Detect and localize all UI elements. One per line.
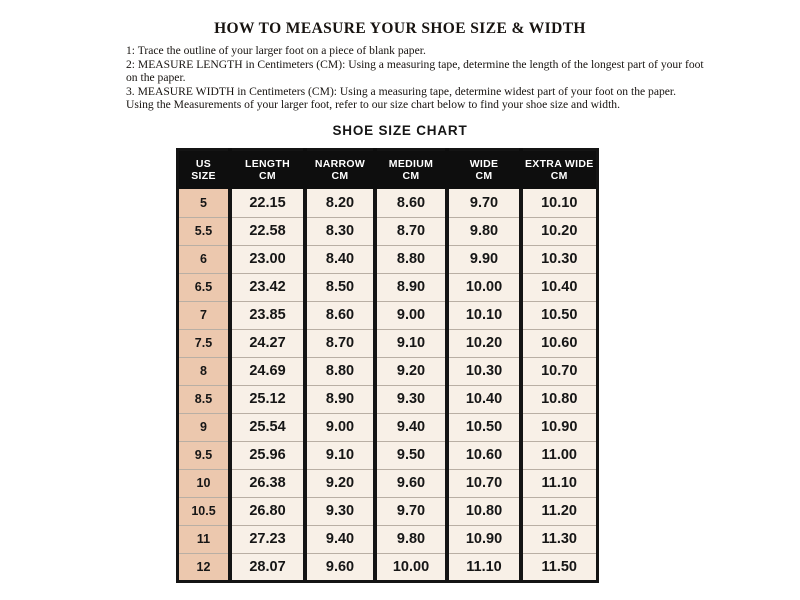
table-row [178, 217, 598, 245]
header-row [178, 150, 598, 190]
value-cell: 10.80 [447, 497, 521, 525]
column-header-line2: CM [402, 170, 420, 182]
value-cell: 23.42 [230, 273, 305, 301]
size-cell: 5.5 [178, 217, 231, 245]
value-cell: 11.50 [521, 553, 597, 581]
chart-title: SHOE SIZE CHART [332, 123, 468, 138]
column-header-line1: NARROW [314, 157, 366, 170]
value-cell: 11.10 [447, 553, 521, 581]
value-cell: 24.27 [230, 329, 305, 357]
table-row [178, 525, 598, 553]
column-header-line2: CM [331, 170, 349, 182]
instruction-line: 2: MEASURE LENGTH in Centimeters (CM): Using a measuring tape, determine the length of the longest part of your foot [126, 57, 704, 71]
value-cell: 27.23 [230, 525, 305, 553]
size-cell: 6.5 [178, 273, 231, 301]
value-cell: 10.70 [521, 357, 597, 385]
column-header [375, 150, 447, 190]
column-header [447, 150, 521, 190]
table-row [178, 301, 598, 329]
value-cell: 10.20 [521, 217, 597, 245]
value-cell: 8.70 [305, 329, 375, 357]
table-row [178, 497, 598, 525]
value-cell: 25.96 [230, 441, 305, 469]
value-cell: 8.80 [305, 357, 375, 385]
value-cell: 8.40 [305, 245, 375, 273]
column-header-line2: CM [259, 170, 276, 182]
value-cell: 23.00 [230, 245, 305, 273]
value-cell: 8.90 [305, 385, 375, 413]
value-cell: 10.70 [447, 469, 521, 497]
size-chart-header [178, 150, 598, 190]
value-cell: 9.70 [447, 189, 521, 217]
value-cell: 9.40 [305, 525, 375, 553]
value-cell: 11.00 [521, 441, 597, 469]
table-row [178, 553, 598, 581]
value-cell: 11.20 [521, 497, 597, 525]
column-header [178, 150, 231, 190]
value-cell: 23.85 [230, 301, 305, 329]
value-cell: 10.90 [521, 413, 597, 441]
value-cell: 9.70 [375, 497, 447, 525]
size-cell: 6 [178, 245, 231, 273]
value-cell: 9.80 [375, 525, 447, 553]
instruction-line: 3. MEASURE WIDTH in Centimeters (CM): Using a measuring tape, determine widest part of your foot on the paper. [126, 84, 677, 98]
value-cell: 10.60 [521, 329, 597, 357]
value-cell: 11.10 [521, 469, 597, 497]
table-row [178, 273, 598, 301]
table-row [178, 189, 598, 217]
column-header-line2: CM [550, 170, 568, 182]
size-cell: 5 [178, 189, 231, 217]
size-cell: 8.5 [178, 385, 231, 413]
value-cell: 10.20 [447, 329, 521, 357]
value-cell: 9.00 [305, 413, 375, 441]
value-cell: 10.00 [375, 553, 447, 581]
value-cell: 10.80 [521, 385, 597, 413]
value-cell: 9.30 [305, 497, 375, 525]
value-cell: 25.12 [230, 385, 305, 413]
table-row [178, 469, 598, 497]
value-cell: 8.50 [305, 273, 375, 301]
size-chart-table [176, 148, 599, 583]
value-cell: 10.10 [521, 189, 597, 217]
instructions-block [126, 44, 704, 112]
column-header-line1: WIDE [469, 157, 499, 170]
value-cell: 26.80 [230, 497, 305, 525]
size-cell: 8 [178, 357, 231, 385]
value-cell: 10.00 [447, 273, 521, 301]
table-row [178, 385, 598, 413]
size-cell: 11 [178, 525, 231, 553]
value-cell: 10.40 [447, 385, 521, 413]
value-cell: 8.80 [375, 245, 447, 273]
value-cell: 8.20 [305, 189, 375, 217]
value-cell: 10.30 [447, 357, 521, 385]
column-header [521, 150, 597, 190]
value-cell: 10.50 [521, 301, 597, 329]
instruction-line: on the paper. [126, 71, 186, 85]
column-header-line2: CM [475, 170, 493, 182]
value-cell: 10.40 [521, 273, 597, 301]
value-cell: 9.20 [375, 357, 447, 385]
value-cell: 8.30 [305, 217, 375, 245]
column-header-line1: US [195, 157, 212, 170]
value-cell: 9.60 [375, 469, 447, 497]
value-cell: 10.10 [447, 301, 521, 329]
value-cell: 8.70 [375, 217, 447, 245]
value-cell: 9.30 [375, 385, 447, 413]
table-row [178, 413, 598, 441]
value-cell: 9.60 [305, 553, 375, 581]
instruction-line: Using the Measurements of your larger foot, refer to our size chart below to find your shoe size and width. [126, 98, 620, 112]
value-cell: 22.58 [230, 217, 305, 245]
value-cell: 24.69 [230, 357, 305, 385]
instruction-line: 1: Trace the outline of your larger foot on a piece of blank paper. [126, 44, 426, 57]
value-cell: 9.10 [305, 441, 375, 469]
column-header-line2: SIZE [191, 170, 216, 182]
value-cell: 9.20 [305, 469, 375, 497]
size-cell: 7.5 [178, 329, 231, 357]
column-header [230, 150, 305, 190]
column-header-line1: LENGTH [245, 157, 290, 170]
column-header-line1: MEDIUM [388, 157, 434, 170]
value-cell: 9.50 [375, 441, 447, 469]
value-cell: 9.90 [447, 245, 521, 273]
value-cell: 8.60 [305, 301, 375, 329]
value-cell: 26.38 [230, 469, 305, 497]
size-cell: 12 [178, 553, 231, 581]
page-title: HOW TO MEASURE YOUR SHOE SIZE & WIDTH [214, 20, 586, 37]
table-row [178, 441, 598, 469]
table-row [178, 329, 598, 357]
value-cell: 10.90 [447, 525, 521, 553]
table-row [178, 245, 598, 273]
value-cell: 9.10 [375, 329, 447, 357]
value-cell: 25.54 [230, 413, 305, 441]
value-cell: 22.15 [230, 189, 305, 217]
value-cell: 9.40 [375, 413, 447, 441]
size-cell: 10 [178, 469, 231, 497]
table-row [178, 357, 598, 385]
value-cell: 10.30 [521, 245, 597, 273]
size-cell: 10.5 [178, 497, 231, 525]
value-cell: 8.90 [375, 273, 447, 301]
column-header-line1: EXTRA WIDE [524, 157, 594, 170]
size-cell: 9.5 [178, 441, 231, 469]
value-cell: 8.60 [375, 189, 447, 217]
value-cell: 10.60 [447, 441, 521, 469]
value-cell: 9.80 [447, 217, 521, 245]
value-cell: 10.50 [447, 413, 521, 441]
column-header [305, 150, 375, 190]
size-cell: 7 [178, 301, 231, 329]
value-cell: 28.07 [230, 553, 305, 581]
size-cell: 9 [178, 413, 231, 441]
value-cell: 9.00 [375, 301, 447, 329]
size-chart-body [178, 189, 598, 581]
value-cell: 11.30 [521, 525, 597, 553]
